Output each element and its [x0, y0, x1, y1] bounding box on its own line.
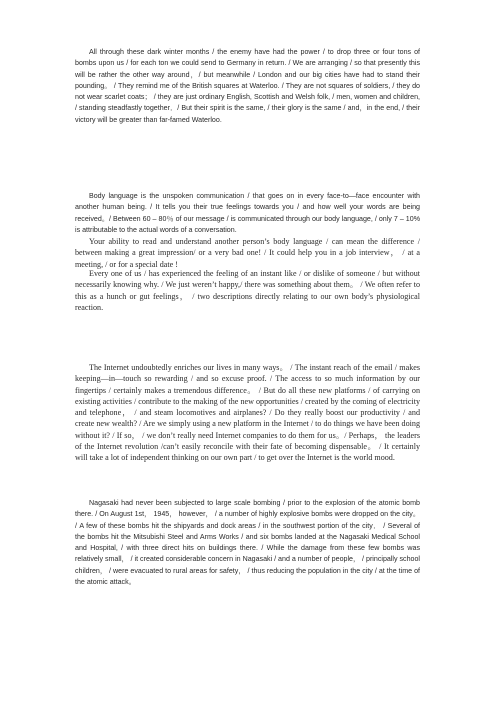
paragraph-nagasaki: Nagasaki had never been subjected to large scale bombing / prior to the explosion of the atomic bomb there. / On August 1st， 1945， however， / a number of highly explosive bombs were dropped on the city。 / A few of these bombs hit the shipyards and dock areas / in the southwest portion of the city． / Several of the bombs hit the Mitsubishi Steel and Arms Works / and six bombs landed at the Nagasaki Medical School and Hospital, / with three direct hits on buildings there. / While the damage from these few bombs was relatively small， / it created considerable concern in Nagasaki / and a number of people， / principally school children， / were evacuated to rural areas for safety， / thus reducing the population in the city / at the time of the atomic attack。 — [75, 499, 421, 587]
paragraph-body-language-ability: Your ability to read and understand another person’s body language / can mean the difference / between making a great impression/ or a very bad one! / It could help you in a job interview， / at a meeting, / or for a special date ! — [75, 237, 420, 269]
paragraph-internet: The Internet undoubtedly enriches our lives in many ways。 / The instant reach of the email / makes keeping—in—touch so rewarding / and so excuse proof. / The access to so much information by our fingertips / certainly makes a tremendous difference。 / But do all these new platforms / of carrying on existing activities / contribute to the making of the new opportunities / created by the coming of electricity and telephone， / and steam locomotives and airplanes? / Do they really boost our productivity / and create new wealth? / Are we simply using a new platform in the Internet / to do things we have been doing without it? / If so， / we don’t really need Internet companies to do them for us。/ Perhaps， the leaders of the Internet revolution /can’t easily reconcile with their fate of becoming dispensable。 / It certainly will take a lot of independent thinking on our own part / to get over the Internet is the world mood. — [75, 363, 420, 463]
paragraph-body-language-intro: Body language is the unspoken communication / that goes on in every face-to—face encounter with another human being. / It tells you their true feelings towards you / and how well your words are being received。/ Between 60 – 80％ of our message / is communicated through our body language, / only 7 – 10% is attributable to the actual words of a conversation. — [75, 192, 420, 234]
paragraph-body-language-hunch: Every one of us / has experienced the feeling of an instant like / or dislike of someone / but without necessarily knowing why. / We just weren’t happy,/ there was something about them。 / We often refer to this as a hunch or gut feelings， / two descriptions directly relating to our own body’s physiological reaction. — [75, 269, 420, 312]
paragraph-churchill-speech: All through these dark winter months / the enemy have had the power / to drop three or four tons of bombs upon us / for each ton we could send to Germany in return. / We are arranging / so that presently this will be rather the other way around，/ but meanwhile / London and our big cities have had to stand their pounding。 / They remind me of the British squares at Waterloo. / They are not squares of soldiers, / they do not wear scarlet coats； / they are just ordinary English, Scottish and Welsh folk, / men, women and children, / standing steadfastly together．/ But their spirit is the same, / their glory is the same / and，in the end, / their victory will be greater than far-famed Waterloo. — [75, 48, 420, 124]
